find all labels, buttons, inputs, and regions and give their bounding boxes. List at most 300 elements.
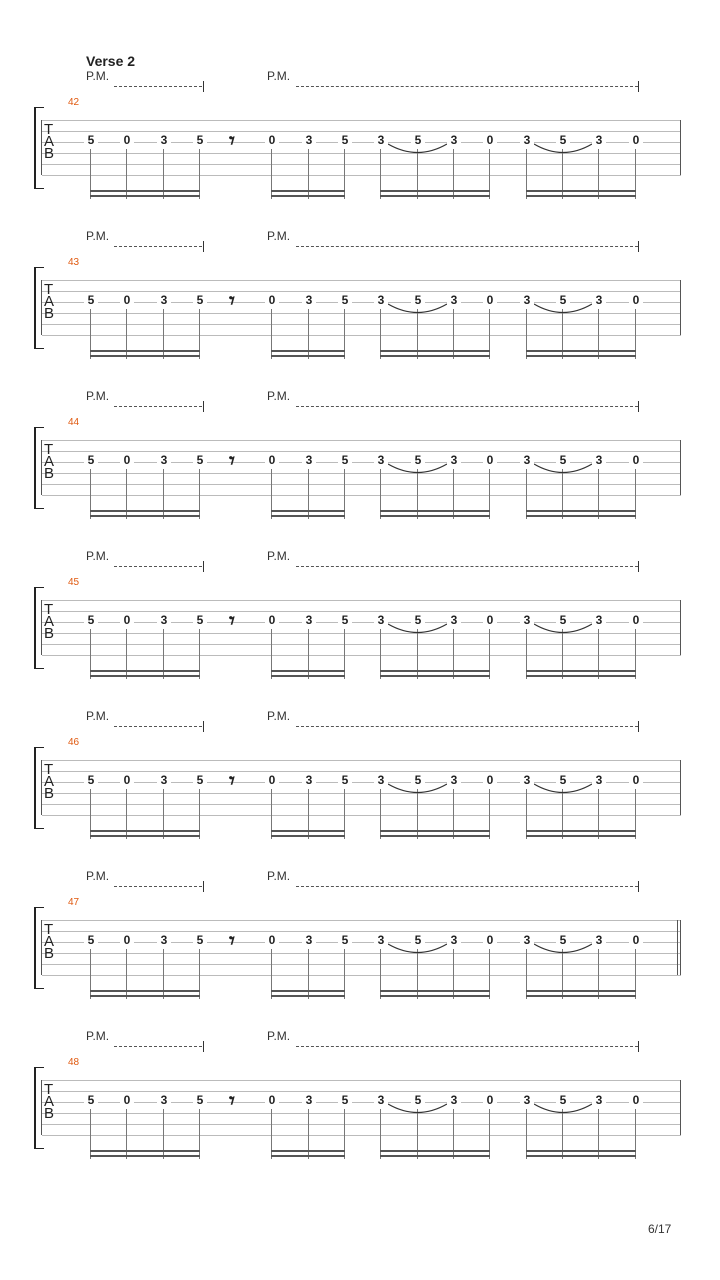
measure-number: 43: [68, 257, 80, 268]
tab-system: [0, 69, 720, 233]
fret-number: 0: [265, 294, 279, 307]
fret-number: 5: [84, 614, 98, 627]
palm-mute-dashes: [114, 566, 202, 567]
palm-mute-dashes: [114, 86, 202, 87]
tab-string: [42, 793, 681, 794]
fret-number: 5: [338, 614, 352, 627]
palm-mute-label: P.M.: [86, 869, 110, 883]
palm-mute-dashes: [296, 1046, 638, 1047]
tab-string: [42, 964, 681, 965]
palm-mute-dashes: [114, 726, 202, 727]
fret-number: 3: [302, 934, 316, 947]
note-beam: [271, 515, 345, 517]
note-beam: [90, 510, 200, 512]
palm-mute-end: [638, 241, 639, 252]
note-beam: [271, 995, 345, 997]
fret-number: 3: [374, 774, 388, 787]
barline: [680, 1080, 681, 1135]
fret-number: 3: [374, 134, 388, 147]
palm-mute-dashes: [114, 886, 202, 887]
palm-mute-dashes: [296, 566, 638, 567]
palm-mute-label: P.M.: [86, 69, 110, 83]
note-beam: [90, 355, 200, 357]
fret-number: 5: [411, 774, 425, 787]
tab-string: [42, 611, 681, 612]
barline: [680, 120, 681, 175]
tab-string: [42, 942, 681, 943]
fret-number: 3: [157, 774, 171, 787]
palm-mute-end: [203, 81, 204, 92]
note-beam: [271, 830, 345, 832]
note-beam: [90, 835, 200, 837]
palm-mute-end: [638, 721, 639, 732]
fret-number: 3: [520, 134, 534, 147]
measure-number: 42: [68, 97, 80, 108]
note-beam: [526, 670, 636, 672]
fret-number: 5: [556, 454, 570, 467]
palm-mute-end: [638, 881, 639, 892]
fret-number: 5: [556, 294, 570, 307]
note-beam: [526, 835, 636, 837]
fret-number: 5: [411, 934, 425, 947]
barline: [41, 920, 42, 975]
tab-system: [0, 229, 720, 393]
palm-mute-label: P.M.: [267, 1029, 291, 1043]
note-beam: [526, 1155, 636, 1157]
tab-string: [42, 324, 681, 325]
note-beam: [526, 1150, 636, 1152]
palm-mute-label: P.M.: [267, 229, 291, 243]
tab-string: [42, 1080, 681, 1081]
tab-string: [42, 473, 681, 474]
tab-letter-a: A: [44, 773, 55, 790]
note-beam: [526, 515, 636, 517]
note-beam: [271, 835, 345, 837]
fret-number: 0: [483, 934, 497, 947]
fret-number: 5: [193, 774, 207, 787]
fret-number: 3: [520, 454, 534, 467]
fret-number: 3: [302, 294, 316, 307]
fret-number: 0: [265, 134, 279, 147]
tab-letter-a: A: [44, 453, 55, 470]
fret-number: 3: [592, 1094, 606, 1107]
measure-number: 48: [68, 1057, 80, 1068]
fret-number: 0: [629, 294, 643, 307]
fret-number: 3: [447, 774, 461, 787]
tab-string: [42, 484, 681, 485]
fret-number: 3: [592, 134, 606, 147]
note-beam: [526, 510, 636, 512]
fret-number: 0: [483, 454, 497, 467]
fret-number: 3: [157, 1094, 171, 1107]
note-beam: [271, 195, 345, 197]
fret-number: 3: [374, 934, 388, 947]
measure-number: 44: [68, 417, 80, 428]
fret-number: 0: [265, 774, 279, 787]
fret-number: 0: [483, 134, 497, 147]
fret-number: 0: [265, 614, 279, 627]
note-beam: [526, 990, 636, 992]
fret-number: 3: [447, 1094, 461, 1107]
measure-number: 45: [68, 577, 80, 588]
sixteenth-rest: 𝄾: [229, 928, 235, 954]
sixteenth-rest: 𝄾: [229, 608, 235, 634]
fret-number: 5: [193, 454, 207, 467]
note-beam: [90, 1150, 200, 1152]
note-beam: [380, 350, 490, 352]
page-number: 6/17: [648, 1222, 672, 1236]
tab-string: [42, 131, 681, 132]
fret-number: 5: [411, 294, 425, 307]
fret-number: 5: [338, 134, 352, 147]
fret-number: 0: [629, 614, 643, 627]
note-beam: [526, 355, 636, 357]
note-beam: [526, 190, 636, 192]
note-beam: [271, 670, 345, 672]
fret-number: 3: [520, 614, 534, 627]
measure-number: 47: [68, 897, 80, 908]
fret-number: 0: [629, 454, 643, 467]
tab-string: [42, 1124, 681, 1125]
palm-mute-end: [203, 401, 204, 412]
tab-string: [42, 782, 681, 783]
barline: [680, 280, 681, 335]
tab-system: [0, 549, 720, 713]
fret-number: 5: [411, 614, 425, 627]
fret-number: 5: [84, 774, 98, 787]
note-beam: [90, 1155, 200, 1157]
fret-number: 3: [157, 134, 171, 147]
note-beam: [271, 990, 345, 992]
tab-letter-t: T: [44, 281, 54, 298]
barline: [41, 440, 42, 495]
fret-number: 3: [302, 614, 316, 627]
fret-number: 3: [374, 1094, 388, 1107]
tab-string: [42, 1113, 681, 1114]
tab-string: [42, 120, 681, 121]
fret-number: 0: [629, 774, 643, 787]
fret-number: 3: [592, 614, 606, 627]
fret-number: 3: [157, 454, 171, 467]
fret-number: 3: [302, 454, 316, 467]
fret-number: 3: [447, 934, 461, 947]
tab-letter-a: A: [44, 293, 55, 310]
fret-number: 0: [120, 134, 134, 147]
tab-system: [0, 1029, 720, 1193]
fret-number: 3: [592, 454, 606, 467]
fret-number: 3: [374, 614, 388, 627]
fret-number: 0: [629, 934, 643, 947]
fret-number: 3: [157, 934, 171, 947]
tab-string: [42, 1091, 681, 1092]
note-beam: [90, 350, 200, 352]
fret-number: 3: [157, 614, 171, 627]
fret-number: 0: [265, 454, 279, 467]
fret-number: 3: [520, 774, 534, 787]
fret-number: 5: [556, 134, 570, 147]
note-beam: [380, 355, 490, 357]
fret-number: 0: [265, 1094, 279, 1107]
tab-letter-t: T: [44, 441, 54, 458]
tab-letter-t: T: [44, 1081, 54, 1098]
tab-letter-t: T: [44, 921, 54, 938]
note-beam: [271, 355, 345, 357]
palm-mute-end: [203, 241, 204, 252]
fret-number: 3: [447, 454, 461, 467]
tab-string: [42, 1102, 681, 1103]
tab-system: [0, 389, 720, 553]
fret-number: 5: [193, 134, 207, 147]
fret-number: 3: [520, 934, 534, 947]
tab-string: [42, 975, 681, 976]
barline: [680, 600, 681, 655]
note-beam: [526, 995, 636, 997]
fret-number: 5: [338, 454, 352, 467]
tab-string: [42, 313, 681, 314]
fret-number: 5: [84, 934, 98, 947]
palm-mute-dashes: [114, 1046, 202, 1047]
tab-string: [42, 633, 681, 634]
note-beam: [526, 350, 636, 352]
palm-mute-end: [203, 561, 204, 572]
tab-letter-b: B: [44, 945, 55, 962]
note-beam: [380, 190, 490, 192]
tab-letter-a: A: [44, 133, 55, 150]
palm-mute-label: P.M.: [86, 549, 110, 563]
barline: [680, 760, 681, 815]
palm-mute-label: P.M.: [86, 229, 110, 243]
fret-number: 5: [84, 294, 98, 307]
tab-letter-a: A: [44, 933, 55, 950]
tab-string: [42, 931, 681, 932]
fret-number: 5: [338, 1094, 352, 1107]
palm-mute-dashes: [296, 406, 638, 407]
tab-string: [42, 335, 681, 336]
sixteenth-rest: 𝄾: [229, 768, 235, 794]
note-beam: [90, 675, 200, 677]
fret-number: 0: [120, 774, 134, 787]
palm-mute-dashes: [296, 86, 638, 87]
fret-number: 5: [84, 454, 98, 467]
fret-number: 3: [592, 294, 606, 307]
note-beam: [380, 990, 490, 992]
fret-number: 0: [483, 774, 497, 787]
tab-string: [42, 655, 681, 656]
fret-number: 0: [629, 1094, 643, 1107]
tab-string: [42, 644, 681, 645]
palm-mute-dashes: [296, 246, 638, 247]
note-beam: [380, 1155, 490, 1157]
palm-mute-label: P.M.: [267, 389, 291, 403]
fret-number: 3: [520, 1094, 534, 1107]
fret-number: 5: [556, 774, 570, 787]
palm-mute-end: [203, 721, 204, 732]
fret-number: 5: [338, 774, 352, 787]
note-beam: [380, 670, 490, 672]
fret-number: 5: [193, 294, 207, 307]
barline: [41, 1080, 42, 1135]
tab-string: [42, 760, 681, 761]
palm-mute-end: [638, 1041, 639, 1052]
tab-string: [42, 622, 681, 623]
note-beam: [90, 515, 200, 517]
tab-string: [42, 771, 681, 772]
tab-letter-b: B: [44, 465, 55, 482]
note-beam: [271, 190, 345, 192]
note-beam: [90, 995, 200, 997]
note-beam: [271, 350, 345, 352]
barline: [680, 440, 681, 495]
tab-letter-t: T: [44, 761, 54, 778]
palm-mute-label: P.M.: [86, 709, 110, 723]
fret-number: 5: [556, 1094, 570, 1107]
barline: [41, 600, 42, 655]
fret-number: 3: [592, 934, 606, 947]
fret-number: 0: [265, 934, 279, 947]
note-beam: [90, 190, 200, 192]
fret-number: 3: [302, 1094, 316, 1107]
tab-string: [42, 153, 681, 154]
note-beam: [380, 830, 490, 832]
fret-number: 5: [338, 934, 352, 947]
note-beam: [271, 1150, 345, 1152]
tab-string: [42, 291, 681, 292]
barline: [680, 920, 681, 975]
fret-number: 0: [120, 294, 134, 307]
note-beam: [90, 830, 200, 832]
fret-number: 5: [84, 134, 98, 147]
note-beam: [380, 195, 490, 197]
fret-number: 0: [483, 614, 497, 627]
tab-string: [42, 815, 681, 816]
note-beam: [380, 835, 490, 837]
tab-string: [42, 280, 681, 281]
tab-string: [42, 440, 681, 441]
note-beam: [90, 670, 200, 672]
palm-mute-dashes: [296, 886, 638, 887]
palm-mute-dashes: [114, 246, 202, 247]
fret-number: 3: [447, 294, 461, 307]
tab-letter-b: B: [44, 785, 55, 802]
note-beam: [380, 515, 490, 517]
note-beam: [380, 1150, 490, 1152]
note-beam: [526, 195, 636, 197]
tab-letter-b: B: [44, 305, 55, 322]
fret-number: 5: [411, 134, 425, 147]
tab-string: [42, 804, 681, 805]
note-beam: [271, 1155, 345, 1157]
fret-number: 5: [338, 294, 352, 307]
tab-letter-a: A: [44, 1093, 55, 1110]
note-beam: [380, 995, 490, 997]
fret-number: 3: [302, 774, 316, 787]
palm-mute-end: [638, 401, 639, 412]
fret-number: 5: [84, 1094, 98, 1107]
fret-number: 3: [592, 774, 606, 787]
fret-number: 5: [411, 1094, 425, 1107]
fret-number: 0: [120, 934, 134, 947]
tab-string: [42, 600, 681, 601]
note-beam: [271, 510, 345, 512]
tab-string: [42, 142, 681, 143]
sixteenth-rest: 𝄾: [229, 1088, 235, 1114]
sixteenth-rest: 𝄾: [229, 128, 235, 154]
tab-letter-b: B: [44, 625, 55, 642]
fret-number: 0: [483, 294, 497, 307]
barline: [41, 280, 42, 335]
fret-number: 5: [556, 934, 570, 947]
fret-number: 3: [374, 294, 388, 307]
fret-number: 3: [374, 454, 388, 467]
barline: [41, 120, 42, 175]
tab-string: [42, 1135, 681, 1136]
palm-mute-dashes: [296, 726, 638, 727]
tab-string: [42, 953, 681, 954]
note-beam: [526, 675, 636, 677]
fret-number: 0: [120, 614, 134, 627]
fret-number: 5: [411, 454, 425, 467]
palm-mute-end: [203, 881, 204, 892]
fret-number: 0: [120, 1094, 134, 1107]
tab-string: [42, 164, 681, 165]
tab-letter-a: A: [44, 613, 55, 630]
palm-mute-label: P.M.: [86, 1029, 110, 1043]
fret-number: 5: [556, 614, 570, 627]
tab-system: [0, 709, 720, 873]
tab-string: [42, 175, 681, 176]
palm-mute-end: [638, 561, 639, 572]
tab-system: [0, 869, 720, 1033]
palm-mute-label: P.M.: [267, 69, 291, 83]
palm-mute-end: [203, 1041, 204, 1052]
palm-mute-label: P.M.: [86, 389, 110, 403]
palm-mute-label: P.M.: [267, 549, 291, 563]
fret-number: 5: [193, 1094, 207, 1107]
tab-letter-b: B: [44, 145, 55, 162]
palm-mute-label: P.M.: [267, 709, 291, 723]
note-beam: [90, 195, 200, 197]
note-beam: [271, 675, 345, 677]
note-beam: [90, 990, 200, 992]
fret-number: 5: [193, 614, 207, 627]
tab-string: [42, 920, 681, 921]
tab-string: [42, 451, 681, 452]
sixteenth-rest: 𝄾: [229, 448, 235, 474]
note-beam: [380, 510, 490, 512]
fret-number: 3: [520, 294, 534, 307]
tab-string: [42, 302, 681, 303]
fret-number: 3: [302, 134, 316, 147]
barline: [41, 760, 42, 815]
fret-number: 3: [447, 614, 461, 627]
sixteenth-rest: 𝄾: [229, 288, 235, 314]
palm-mute-dashes: [114, 406, 202, 407]
note-beam: [526, 830, 636, 832]
tab-letter-t: T: [44, 121, 54, 138]
palm-mute-end: [638, 81, 639, 92]
fret-number: 5: [193, 934, 207, 947]
tab-letter-t: T: [44, 601, 54, 618]
fret-number: 0: [483, 1094, 497, 1107]
fret-number: 0: [120, 454, 134, 467]
tab-string: [42, 495, 681, 496]
barline: [677, 920, 678, 975]
measure-number: 46: [68, 737, 80, 748]
fret-number: 3: [447, 134, 461, 147]
note-beam: [380, 675, 490, 677]
fret-number: 3: [157, 294, 171, 307]
tab-letter-b: B: [44, 1105, 55, 1122]
